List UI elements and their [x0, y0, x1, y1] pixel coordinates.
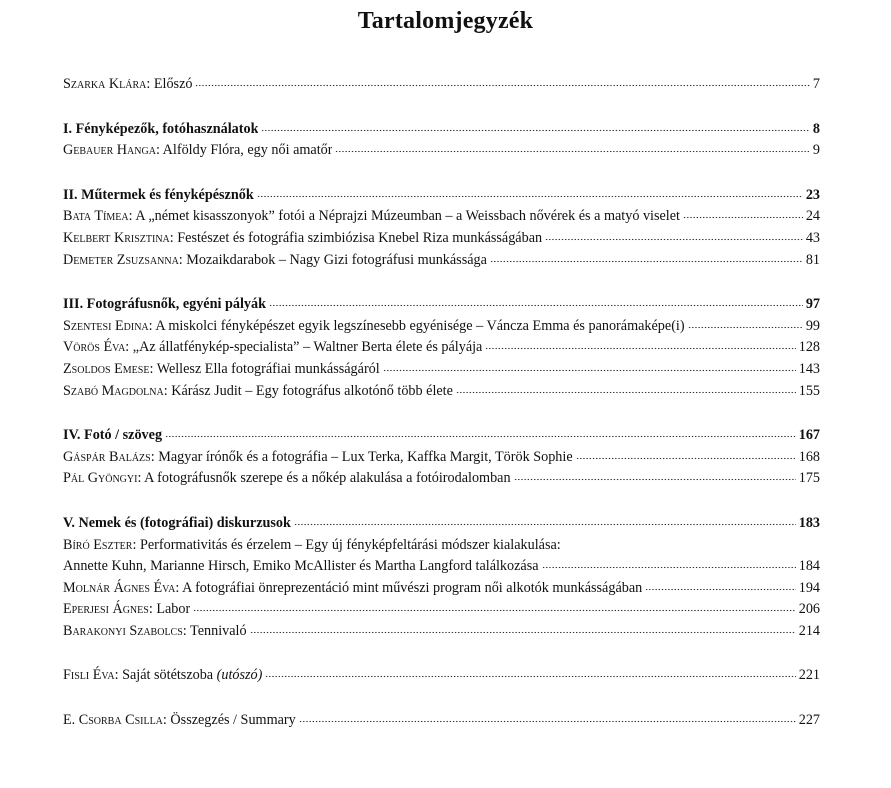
page-number: 9 — [812, 142, 820, 159]
entry-title: Festészet és fotográfia szimbiózisa Knebel Riza munkásságában — [177, 229, 543, 246]
page-number: 227 — [798, 712, 820, 729]
page-number: 167 — [798, 427, 820, 444]
page-number: 81 — [805, 251, 820, 268]
page-number: 221 — [798, 667, 820, 684]
entry-author: Bata Tímea — [63, 208, 129, 225]
entry-title: Mozaikdarabok – Nagy Gizi fotográfusi munkássága — [186, 251, 487, 268]
page-number: 8 — [812, 120, 820, 137]
entry-author: Fisli Éva — [63, 667, 115, 684]
entry-author: Szabó Magdolna — [63, 382, 164, 399]
entry-author: Szarka Klára — [63, 76, 147, 92]
entry-author: Gáspár Balázs — [63, 448, 151, 465]
entry-title: Annette Kuhn, Marianne Hirsch, Emiko McAllister és Martha Langford találkozása — [63, 558, 539, 575]
toc-entry[interactable]: E. Csorba Csilla: Összegzés / Summary 227 — [63, 710, 820, 732]
page-number: 183 — [798, 514, 820, 531]
section-title: II. Műtermek és fényképésznők — [63, 186, 254, 203]
entry-author: Eperjesi Ágnes — [63, 601, 149, 618]
toc-entry[interactable]: Eperjesi Ágnes: Labor 206 — [63, 599, 820, 621]
entry-author: Gebauer Hanga — [63, 142, 156, 159]
section-heading[interactable] — [63, 425, 820, 447]
dot-leader — [490, 253, 803, 263]
page-number: 97 — [805, 296, 820, 313]
page-number: 43 — [805, 229, 820, 246]
toc-entry[interactable]: Gáspár Balázs: Magyar írónők és a fotográfia – Lux Terka, Kaffka Margit, Török Sophie 168 — [63, 447, 820, 469]
entry-title: Kárász Judit – Egy fotográfus alkotónő több élete — [171, 382, 453, 399]
entry-title: Wellesz Ella fotográfiai munkásságáról — [156, 360, 380, 377]
dot-leader — [165, 428, 796, 438]
entry-title: A miskolci fényképészet egyik legszínesebb egyénisége – Váncza Emma és panorámaképe(i) — [155, 317, 685, 334]
toc-entry-first-line[interactable]: Bíró Eszter: Performativitás és érzelem – Egy új fényképfeltárási módszer kialakulása: — [63, 536, 561, 553]
page-number: 143 — [798, 360, 820, 377]
section-heading[interactable] — [63, 185, 820, 207]
toc-entry[interactable]: Barakonyi Szabolcs: Tennivaló 214 — [63, 621, 820, 643]
page-number: 175 — [798, 470, 820, 487]
page-number: 99 — [805, 317, 820, 334]
dot-leader — [335, 143, 809, 153]
toc-entry[interactable]: Bata Tímea: A „német kisasszonyok” fotói a Néprajzi Múzeumban – a Weissbach nővérek és a matyó viselet 24 — [63, 206, 820, 228]
dot-leader — [195, 77, 809, 87]
table-of-contents — [63, 74, 820, 732]
dot-leader — [294, 516, 796, 526]
dot-leader — [193, 602, 796, 612]
toc-entry[interactable]: Fisli Éva: Saját sötétszoba (utószó) 221 — [63, 665, 820, 687]
entry-author: Vörös Éva — [63, 339, 126, 356]
entry-title: A fotográfiai önreprezentáció mint művészi program női alkotók munkásságában — [182, 579, 643, 596]
page-number: 184 — [798, 558, 820, 575]
entry-author: Szentesi Edina — [63, 317, 149, 334]
dot-leader — [456, 384, 796, 394]
page-number: 155 — [798, 382, 820, 399]
toc-entry[interactable]: Demeter Zsuzsanna: Mozaikdarabok – Nagy Gizi fotográfusi munkássága 81 — [63, 250, 820, 272]
entry-author: Bíró Eszter — [63, 536, 133, 553]
entry-author: Zsoldos Emese — [63, 360, 150, 377]
page-number: 7 — [812, 76, 820, 92]
entry-title: Performativitás és érzelem – Egy új fényképfeltárási módszer kialakulása: — [139, 536, 561, 553]
dot-leader — [688, 319, 803, 329]
entry-title: Saját sötétszoba — [122, 667, 214, 684]
entry-title: Alföldy Flóra, egy női amatőr — [162, 142, 333, 159]
entry-author: Demeter Zsuzsanna — [63, 251, 179, 268]
toc-entry[interactable]: Zsoldos Emese: Wellesz Ella fotográfiai munkásságáról 143 — [63, 359, 820, 381]
section-title: I. Fényképezők, fotóhasználatok — [63, 120, 259, 137]
page-number: 128 — [798, 339, 820, 356]
section-heading[interactable] — [63, 513, 820, 535]
entry-author: Kelbert Krisztina — [63, 229, 170, 246]
entry-author: Barakonyi Szabolcs — [63, 622, 183, 639]
dot-leader — [683, 209, 803, 219]
page-number: 194 — [798, 579, 820, 596]
dot-leader — [257, 188, 803, 198]
toc-entry[interactable]: Szabó Magdolna: Kárász Judit – Egy fotográfus alkotónő több élete 155 — [63, 381, 820, 403]
dot-leader — [576, 450, 796, 460]
section-title: III. Fotográfusnők, egyéni pályák — [63, 296, 266, 313]
section-title: IV. Fotó / szöveg — [63, 427, 163, 444]
dot-leader — [383, 362, 796, 372]
entry-title: A „német kisasszonyok” fotói a Néprajzi Múzeumban – a Weissbach nővérek és a matyó viselet — [135, 208, 680, 225]
entry-title: Magyar írónők és a fotográfia – Lux Terka, Kaffka Margit, Török Sophie — [158, 448, 573, 465]
toc-entry-continuation[interactable] — [63, 556, 820, 578]
page-title: Tartalomjegyzék — [357, 8, 534, 34]
section-heading[interactable] — [63, 294, 820, 316]
toc-entry[interactable]: Szentesi Edina: A miskolci fényképészet egyik legszínesebb egyénisége – Váncza Emma és panorámaképe(i) 99 — [63, 316, 820, 338]
dot-leader — [250, 624, 796, 634]
entry-title: A fotográfusnők szerepe és a nőkép alakulása a fotóirodalomban — [144, 470, 511, 487]
page-number: 23 — [805, 186, 820, 203]
toc-entry[interactable]: Pál Gyöngyi: A fotográfusnők szerepe és a nőkép alakulása a fotóirodalomban 175 — [63, 468, 820, 490]
dot-leader — [485, 340, 795, 350]
entry-title: „Az állatfénykép-specialista” – Waltner Berta élete és pályája — [132, 339, 483, 356]
toc-entry[interactable]: Gebauer Hanga: Alföldy Flóra, egy női amatőr 9 — [63, 140, 820, 162]
dot-leader — [545, 231, 803, 241]
entry-author: Molnár Ágnes Éva — [63, 579, 176, 596]
dot-leader — [514, 471, 796, 481]
dot-leader — [645, 581, 795, 591]
dot-leader — [269, 297, 803, 307]
page-number: 214 — [798, 622, 820, 639]
dot-leader — [265, 668, 795, 678]
toc-entry[interactable]: Vörös Éva: „Az állatfénykép-specialista” – Waltner Berta élete és pályája 128 — [63, 337, 820, 359]
dot-leader — [299, 713, 796, 723]
entry-note: (utószó) — [216, 667, 263, 684]
entry-author: E. Csorba Csilla — [63, 712, 163, 729]
entry-title: Labor — [156, 601, 191, 618]
entry-title: Tennivaló — [190, 622, 247, 639]
page-number: 24 — [805, 208, 820, 225]
entry-title: Előszó — [153, 76, 193, 92]
dot-leader — [542, 559, 796, 569]
page-number: 206 — [798, 601, 820, 618]
section-heading[interactable] — [63, 119, 820, 141]
entry-author: Pál Gyöngyi — [63, 470, 138, 487]
section-title: V. Nemek és (fotográfiai) diskurzusok — [63, 514, 291, 531]
toc-entry[interactable]: Szarka Klára: Előszó 7 — [63, 74, 820, 96]
dot-leader — [261, 122, 809, 132]
toc-entry[interactable]: Kelbert Krisztina: Festészet és fotográfia szimbiózisa Knebel Riza munkásságában 43 — [63, 228, 820, 250]
entry-title: Összegzés / Summary — [170, 712, 296, 729]
page-number: 168 — [798, 448, 820, 465]
toc-entry[interactable]: Molnár Ágnes Éva: A fotográfiai önreprezentáció mint művészi program női alkotók munkásságában 194 — [63, 578, 820, 600]
